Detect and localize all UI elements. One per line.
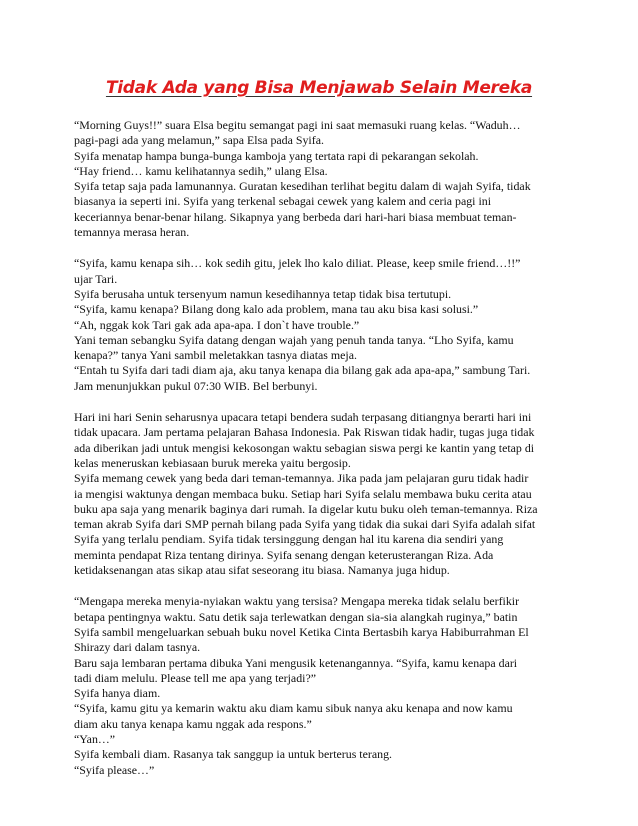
text-line: ada diberikan jadi untuk mengisi kekosongan waktu sebagian siswa pergi ke kantin yang tetap di bbox=[74, 440, 535, 455]
text-line: teman akrab Syifa dari SMP pernah bilang pada Syifa yang tidak dia sukai dari Syifa adalah sifat bbox=[74, 517, 536, 532]
text-line: Syifa yang terlalu pendiam. Syifa tidak tersinggung dengan hal itu karena dia sendiri yang bbox=[74, 532, 504, 547]
text-line: Syifa tetap saja pada lamunannya. Guratan kesedihan terlihat begitu dalam di wajah Syifa, tidak bbox=[74, 179, 531, 194]
text-line: Syifa sambil mengeluarkan sebuah buku novel Ketika Cinta Bertasbih karya Habiburrahman El bbox=[74, 624, 529, 639]
text-line: “Entah tu Syifa dari tadi diam aja, aku tanya kenapa dia bilang gak ada apa-apa,” sambung Tari. bbox=[74, 363, 531, 378]
text-line: “Morning Guys!!” suara Elsa begitu semangat pagi ini saat memasuki ruang kelas. “Waduh… bbox=[74, 118, 521, 132]
text-line: “Hay friend… kamu kelihatannya sedih,” ulang Elsa. bbox=[74, 163, 328, 178]
text-line: ketidaksenangan atas sikap atau sifat seseorang itu biasa. Namanya juga hidup. bbox=[74, 563, 450, 578]
text-line: betapa pentingnya waktu. Satu detik saja terlewatkan dengan sia-sia alangkah ruginya,” batin bbox=[74, 609, 518, 624]
text-line: Yani teman sebangku Syifa datang dengan wajah yang penuh tanda tanya. “Lho Syifa, kamu bbox=[74, 332, 514, 347]
text-line: “Syifa please…” bbox=[74, 762, 155, 777]
text-line: Shirazy dari dalam tasnya. bbox=[74, 640, 201, 655]
paragraph bbox=[74, 256, 568, 394]
text-line: Baru saja lembaran pertama dibuka Yani mengusik ketenangannya. “Syifa, kamu kenapa dari bbox=[74, 655, 518, 670]
paragraph bbox=[74, 410, 568, 578]
text-line: tadi diam melulu. Please tell me apa yang terjadi?” bbox=[74, 670, 317, 685]
document-title: Tidak Ada yang Bisa Menjawab Selain Mereka bbox=[105, 78, 533, 98]
text-line: ujar Tari. bbox=[74, 271, 118, 286]
text-line: “Mengapa mereka menyia-nyiakan waktu yang tersisa? Mengapa mereka tidak selalu berfikir bbox=[74, 594, 520, 609]
text-line: temannya merasa heran. bbox=[74, 225, 190, 240]
text-line: biasanya ia seperti ini. Syifa yang terkenal sebagai cewek yang kalem and ceria pagi ini bbox=[74, 194, 491, 209]
text-line: Jam menunjukkan pukul 07:30 WIB. Bel berbunyi. bbox=[74, 378, 318, 393]
text-line: “Syifa, kamu kenapa? Bilang dong kalo ada problem, mana tau aku bisa kasi solusi.” bbox=[74, 302, 479, 317]
text-line: Syifa berusaha untuk tersenyum namun kesedihannya tetap tidak bisa tertutupi. bbox=[74, 286, 452, 301]
text-line: tidak upacara. Jam pertama pelajaran Bahasa Indonesia. Pak Riswan tidak hadir, tugas juga tidak bbox=[74, 425, 535, 440]
text-line: “Yan…” bbox=[74, 731, 116, 746]
text-line: kelas meneruskan kebiasaan buruk mereka yaitu bergosip. bbox=[74, 455, 351, 470]
document-body bbox=[74, 118, 568, 778]
text-line: “Syifa, kamu kenapa sih… kok sedih gitu, jelek lho kalo diliat. Please, keep smile friend…!!” bbox=[74, 256, 521, 271]
text-line: kenapa?” tanya Yani sambil meletakkan tasnya diatas meja. bbox=[74, 348, 357, 363]
paragraph bbox=[74, 594, 568, 778]
text-line: ia mengisi waktunya dengan membaca buku. Setiap hari Syifa selalu membawa buku cerita atau bbox=[74, 486, 532, 501]
text-line: Syifa menatap hampa bunga-bunga kamboja yang tertata rapi di pekarangan sekolah. bbox=[74, 148, 479, 163]
text-line: pagi-pagi ada yang melamun,” sapa Elsa pada Syifa. bbox=[74, 133, 324, 148]
text-line: Syifa kembali diam. Rasanya tak sanggup ia untuk berterus terang. bbox=[74, 747, 392, 762]
text-line: diam aku tanya kenapa kamu nggak ada respons.” bbox=[74, 716, 312, 731]
text-line: “Ah, nggak kok Tari gak ada apa-apa. I don`t have trouble.” bbox=[74, 317, 360, 332]
text-line: Syifa memang cewek yang beda dari teman-temannya. Jika pada jam pelajaran guru tidak hadir bbox=[74, 471, 529, 486]
text-line: “Syifa, kamu gitu ya kemarin waktu aku diam kamu sibuk nanya aku kenapa and now kamu bbox=[74, 701, 513, 716]
text-line: buku apa saja yang menarik baginya dari rumah. Ia digelar kutu buku oleh teman-temannya. Riza bbox=[74, 501, 538, 516]
paragraph-gap bbox=[74, 578, 568, 594]
text-line: Syifa hanya diam. bbox=[74, 686, 161, 701]
text-line: Hari ini hari Senin seharusnya upacara tetapi bendera sudah terpasang ditiangnya berarti hari ini bbox=[74, 410, 532, 425]
text-line: keceriannya benar-benar hilang. Sikapnya yang berbeda dari hari-hari biasa membuat teman- bbox=[74, 209, 517, 224]
paragraph bbox=[74, 118, 568, 240]
paragraph-gap bbox=[74, 394, 568, 410]
text-line: meminta pendapat Riza tentang dirinya. Syifa senang dengan keterusterangan Riza. Ada bbox=[74, 547, 494, 562]
paragraph-gap bbox=[74, 240, 568, 256]
